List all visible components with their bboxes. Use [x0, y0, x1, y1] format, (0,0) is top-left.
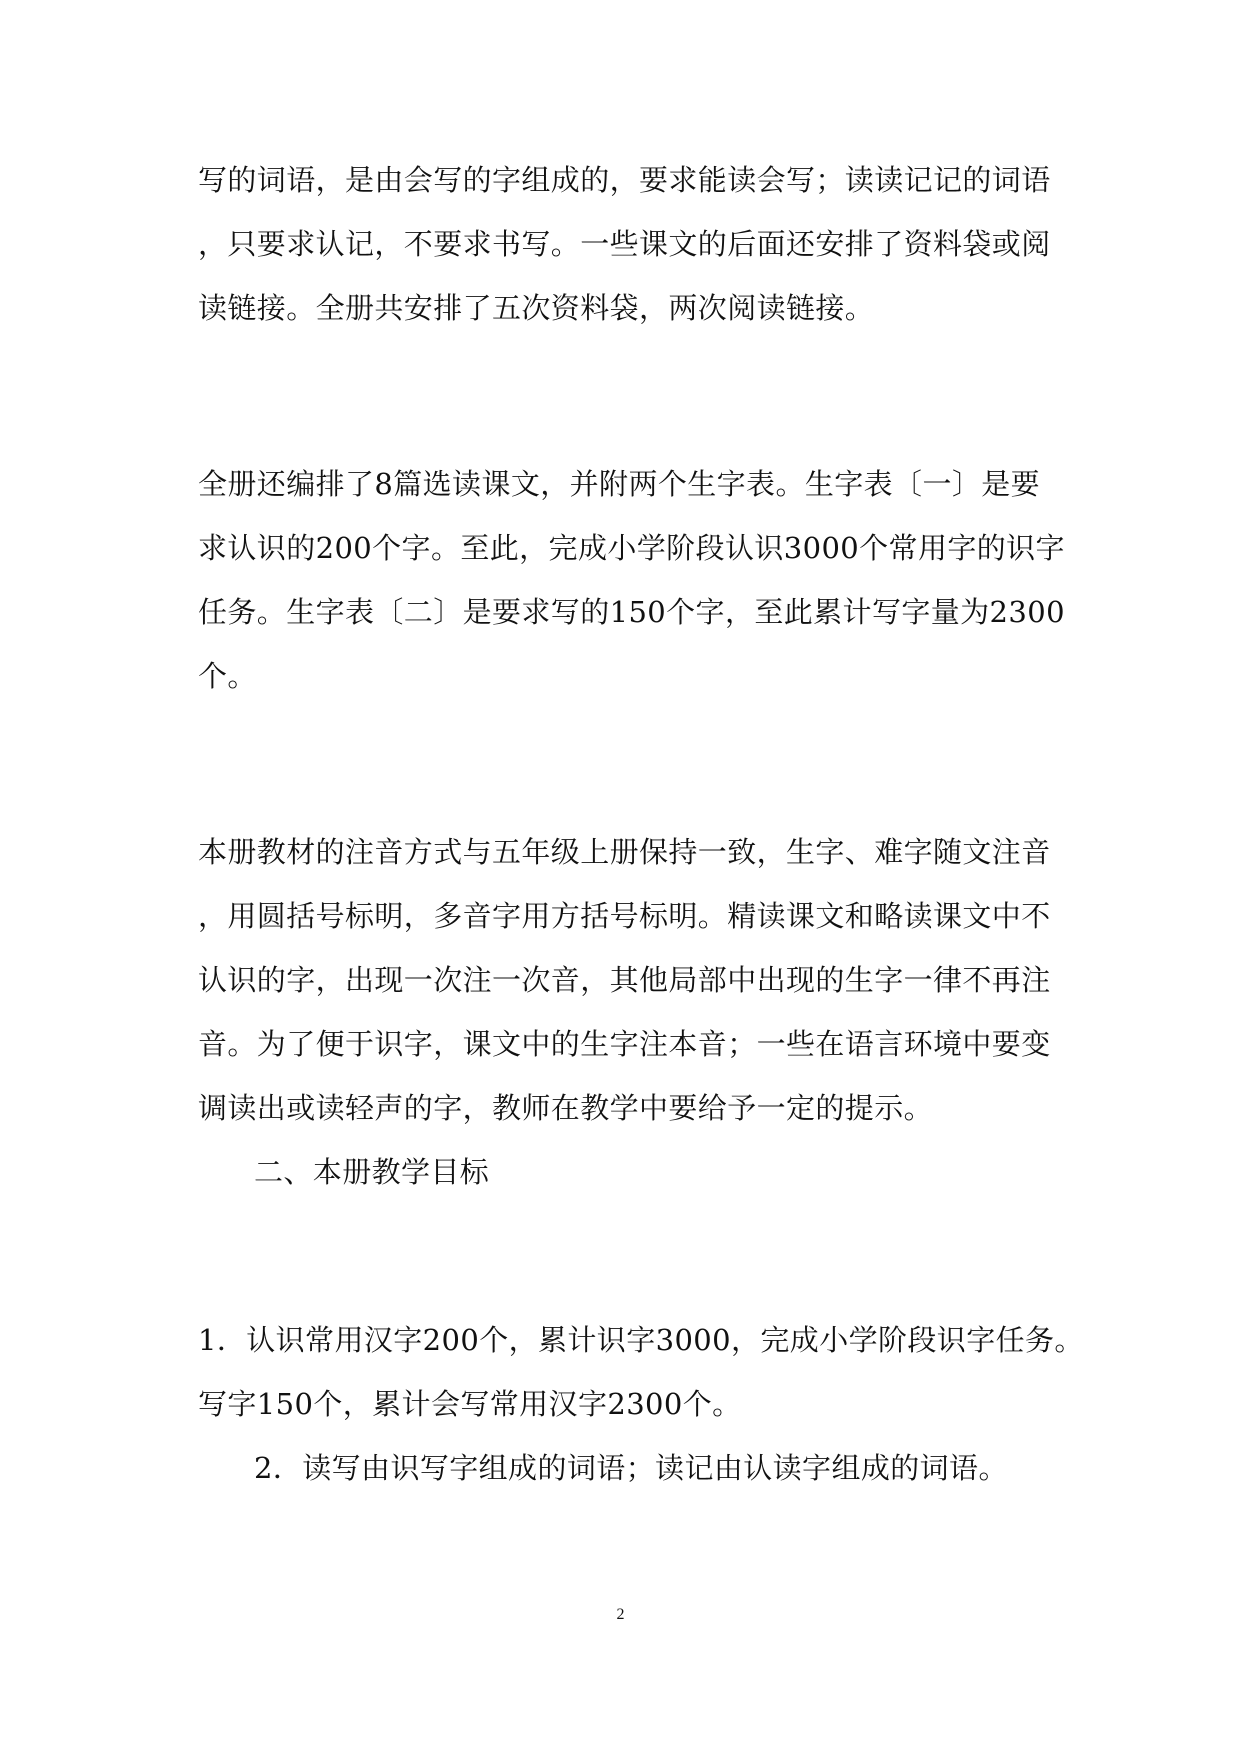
- text-line: 读链接。全册共安排了五次资料袋，两次阅读链接。: [198, 291, 875, 325]
- text-line: ，用圆括号标明，多音字用方括号标明。精读课文和略读课文中不: [198, 899, 1051, 933]
- text-line: 任务。生字表〔二〕是要求写的150个字，至此累计写字量为2300: [198, 595, 1065, 629]
- text-line: 个。: [198, 659, 257, 693]
- text-line: 写的词语，是由会写的字组成的，要求能读会写；读读记记的词语: [198, 163, 1051, 197]
- text-line: 认识的字，出现一次注一次音，其他局部中出现的生字一律不再注: [198, 963, 1051, 997]
- text-line: 音。为了便于识字，课文中的生字注本音；一些在语言环境中要变: [198, 1027, 1051, 1061]
- text-line: 写字150个，累计会写常用汉字2300个。: [198, 1387, 742, 1421]
- page-number: 2: [616, 1606, 625, 1623]
- text-line: 调读出或读轻声的字，教师在教学中要给予一定的提示。: [198, 1091, 934, 1125]
- text-line: 求认识的200个字。至此，完成小学阶段认识3000个常用字的识字: [198, 531, 1065, 565]
- text-line: ，只要求认记，不要求书写。一些课文的后面还安排了资料袋或阅: [198, 227, 1051, 261]
- text-line: 1．认识常用汉字200个，累计识字3000，完成小学阶段识字任务。: [198, 1323, 1084, 1357]
- goal-item-2: 2．读写由识写字组成的词语；读记由认读字组成的词语。: [254, 1451, 1008, 1485]
- text-line: 全册还编排了8篇选读课文，并附两个生字表。生字表〔一〕是要: [198, 467, 1041, 501]
- text-line: 本册教材的注音方式与五年级上册保持一致，生字、难字随文注音: [198, 835, 1051, 869]
- section-heading: 二、本册教学目标: [254, 1155, 490, 1189]
